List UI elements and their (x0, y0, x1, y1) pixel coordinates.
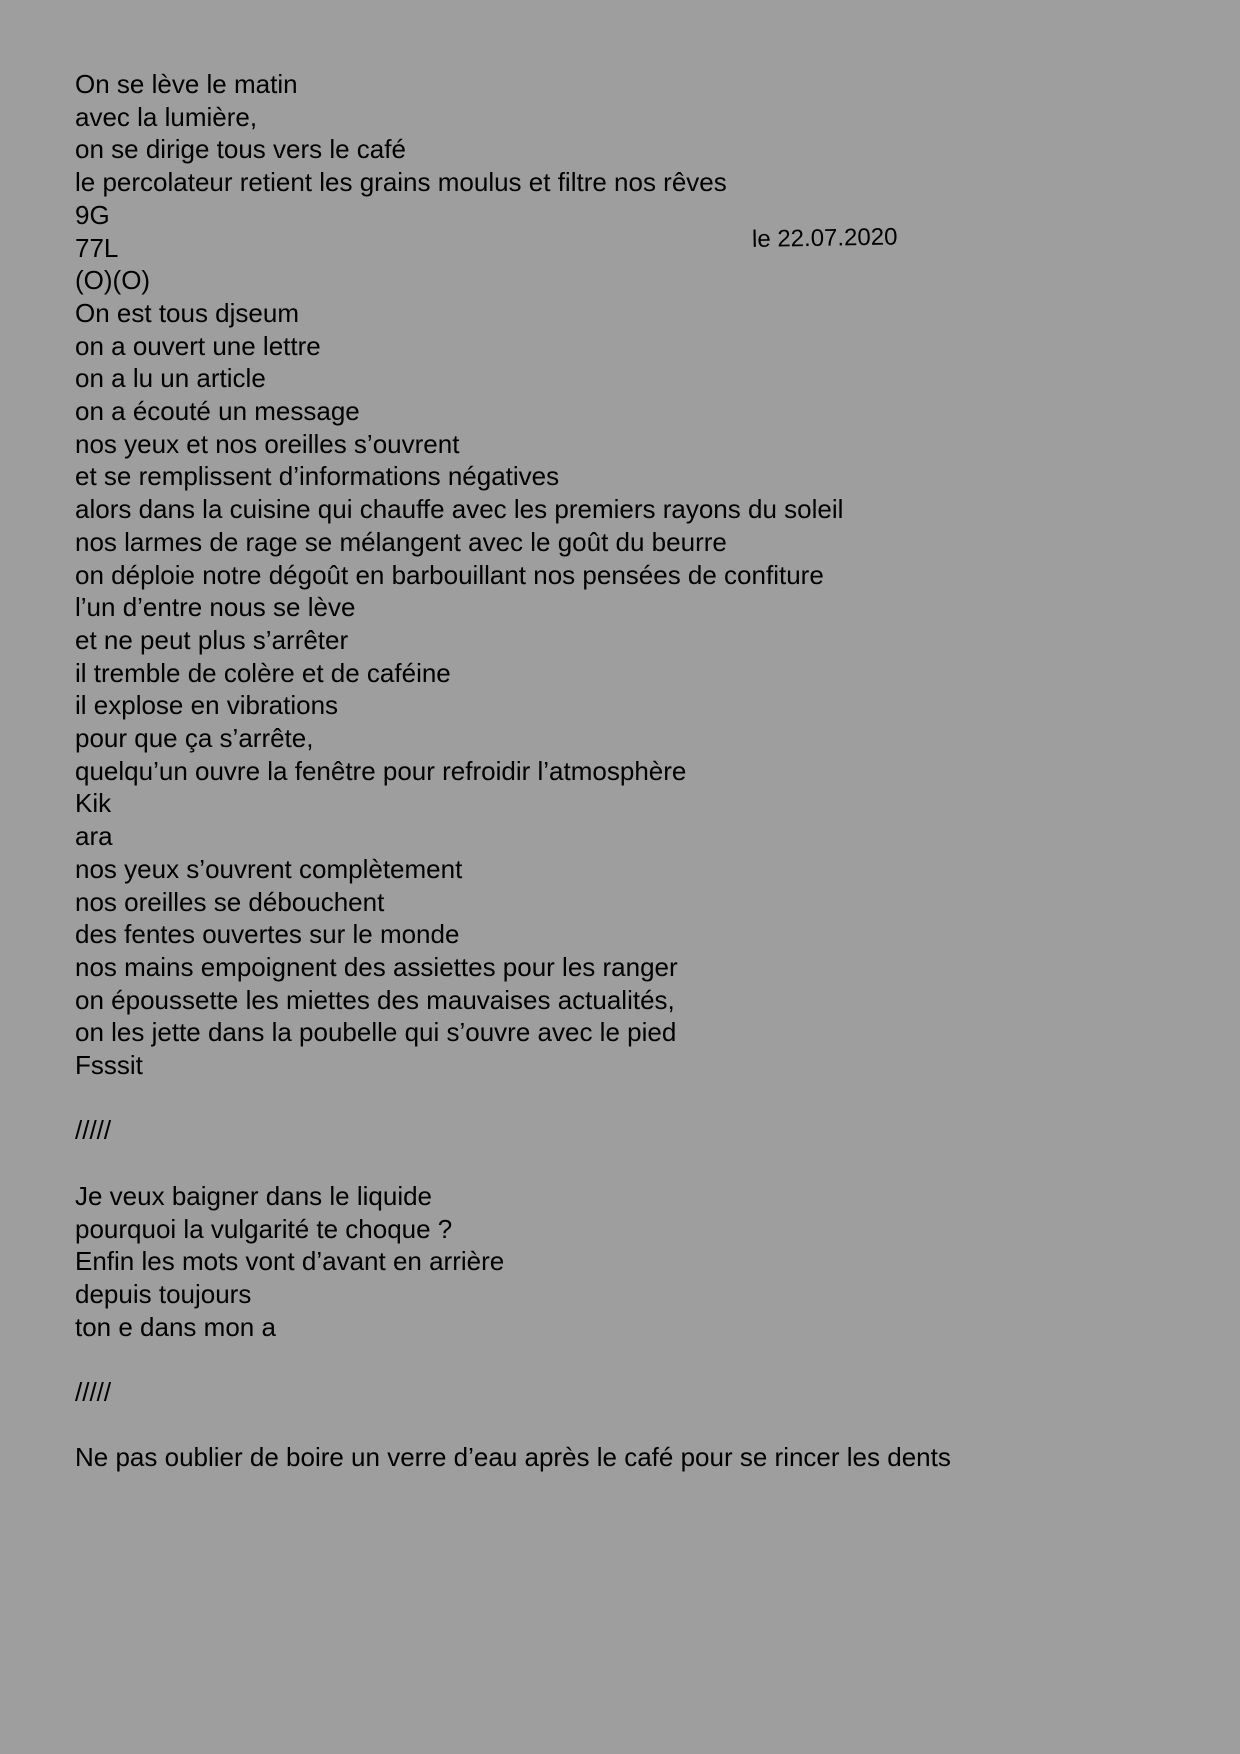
poem-section-1 (75, 68, 1175, 1082)
poem-line: avec la lumière, (75, 101, 258, 132)
section-separator: ///// (75, 1377, 112, 1408)
poem-line: ara (75, 821, 113, 852)
poem-line: On se lève le matin (75, 69, 298, 99)
poem-line: nos yeux et nos oreilles s’ouvrent (75, 428, 460, 459)
poem-line: et ne peut plus s’arrêter (75, 624, 349, 655)
poem-line: le percolateur retient les grains moulus et filtre nos rêves (75, 167, 727, 198)
poem-line: Fsssit (75, 1050, 143, 1081)
blank-line (75, 1343, 1175, 1376)
poem-line: l’un d’entre nous se lève (75, 592, 356, 623)
poem-line: il tremble de colère et de caféine (75, 657, 451, 688)
poem-line: Kik (75, 788, 112, 819)
date-stamp: le 22.07.2020 (751, 223, 898, 253)
poem-line: on les jette dans la poubelle qui s’ouvre avec le pied (75, 1017, 677, 1048)
poem-line: il explose en vibrations (75, 690, 339, 721)
poem-line: nos larmes de rage se mélangent avec le goût du beurre (75, 526, 727, 557)
poem-line: 77L (75, 232, 119, 263)
poem-line: on a lu un article (75, 363, 266, 394)
poem-line: alors dans la cuisine qui chauffe avec les premiers rayons du soleil (75, 494, 844, 525)
poem-line: nos mains empoignent des assiettes pour les ranger (75, 951, 678, 982)
poem-line: depuis toujours (75, 1278, 252, 1309)
poem-body (75, 68, 1175, 1474)
blank-line (75, 1082, 1175, 1115)
poem-line: on déploie notre dégoût en barbouillant nos pensées de confiture (75, 559, 824, 590)
poem-line: ton e dans mon a (75, 1311, 276, 1342)
section-separator: ///// (75, 1115, 112, 1146)
poem-line: pourquoi la vulgarité te choque ? (75, 1213, 453, 1244)
blank-line (75, 1409, 1175, 1442)
poem-line: nos yeux s’ouvrent complètement (75, 853, 463, 884)
poem-line: on se dirige tous vers le café (75, 134, 406, 165)
poem-line: on a ouvert une lettre (75, 330, 321, 361)
poem-line: Enfin les mots vont d’avant en arrière (75, 1246, 505, 1277)
poem-line: on a écouté un message (75, 396, 360, 427)
poem-line: nos oreilles se débouchent (75, 886, 385, 917)
poem-line: (O)(O) (75, 265, 151, 296)
poem-line: Ne pas oublier de boire un verre d’eau après le café pour se rincer les dents (75, 1442, 951, 1473)
poem-section-2 (75, 1114, 1175, 1343)
poem-section-3 (75, 1376, 1175, 1474)
poem-line: Je veux baigner dans le liquide (75, 1180, 433, 1211)
poem-line: pour que ça s’arrête, (75, 723, 314, 754)
poem-line: des fentes ouvertes sur le monde (75, 919, 460, 950)
poem-line: on époussette les miettes des mauvaises actualités, (75, 984, 675, 1015)
poem-line: quelqu’un ouvre la fenêtre pour refroidir l’atmosphère (75, 755, 687, 786)
poem-line: On est tous djseum (75, 297, 299, 328)
poem-line: et se remplissent d’informations négatives (75, 461, 560, 492)
blank-line (75, 1147, 1175, 1180)
poem-line: 9G (75, 199, 110, 230)
